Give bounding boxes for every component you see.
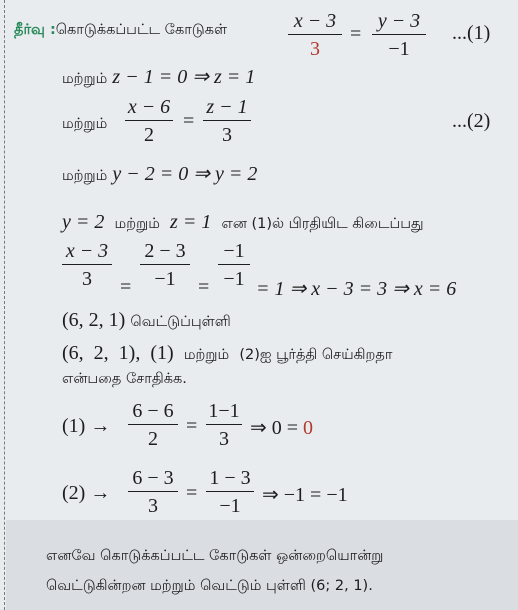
- line7-text: வெட்டுப்புள்ளி: [130, 314, 231, 330]
- line5-text: என (1)ல் பிரதியிட கிடைப்பது: [221, 216, 424, 232]
- line-4: [62, 161, 257, 186]
- line10-result-red: 0: [303, 417, 314, 439]
- line5-math-a: y = 2: [62, 211, 105, 233]
- equals-sign: =: [186, 415, 198, 437]
- fraction-numerator: 6 − 3: [132, 467, 174, 489]
- equals-sign: =: [183, 110, 195, 132]
- fraction-denominator: 2: [144, 124, 154, 146]
- fraction-bar: [125, 120, 173, 121]
- line11-fraction-2: [206, 467, 254, 517]
- fraction-bar: [206, 424, 242, 425]
- equals-sign: =: [350, 23, 362, 45]
- fraction-bar: [128, 424, 178, 425]
- equals-sign: =: [186, 482, 198, 504]
- line9-text: என்பதை சோதிக்க.: [62, 371, 187, 387]
- line10-prefix: (1) →: [62, 415, 111, 437]
- line6-fraction-1: [62, 240, 112, 290]
- fraction-denominator: −1: [223, 268, 245, 290]
- and-word: மற்றும்: [62, 71, 108, 87]
- line6-fraction-2: [140, 240, 190, 290]
- and-word: மற்றும்: [183, 347, 230, 363]
- fraction-bar: [62, 264, 112, 265]
- line8-math: (6, 2, 1), (1): [62, 342, 174, 364]
- fraction-bar: [218, 264, 250, 265]
- conclusion-line-2: வெட்டுகின்றன மற்றும் வெட்டும் புள்ளி (6; 2, 1).: [46, 578, 373, 594]
- line-7: [62, 309, 231, 332]
- page-margin-dashed-line: [4, 0, 5, 610]
- line8-text: (2)ஐ பூர்த்தி செய்கிறதா: [239, 347, 393, 363]
- equals-sign: =: [120, 276, 132, 298]
- fraction-denominator: 3: [82, 268, 92, 290]
- line5-math-b: z = 1: [170, 211, 212, 233]
- fraction-denominator: −1: [388, 38, 410, 60]
- and-word: மற்றும்: [62, 168, 108, 184]
- line2-math: z − 1 = 0 ⇒ z = 1: [112, 66, 256, 88]
- conclusion-line-1: எனவே கொடுக்கப்பட்ட கோடுகள் ஒன்றையொன்று: [46, 548, 384, 564]
- line3-fraction-1: [125, 96, 173, 146]
- line10-fraction-2: [206, 400, 242, 450]
- line-1: [14, 22, 227, 40]
- line10-result: [250, 415, 313, 440]
- line-5: [62, 211, 424, 234]
- equals-sign: =: [198, 276, 210, 298]
- fraction-bar: [372, 34, 426, 35]
- fraction-bar: [288, 34, 342, 35]
- fraction-denominator: 3: [310, 38, 320, 60]
- fraction-denominator: 3: [219, 428, 229, 450]
- fraction-bar: [140, 264, 190, 265]
- line11-prefix: (2) →: [62, 482, 111, 504]
- fraction-bar: [203, 120, 251, 121]
- line-2: [62, 64, 255, 89]
- fraction-denominator: 2: [148, 428, 158, 450]
- line-8: [62, 342, 392, 365]
- line10-result-text: ⇒ 0 =: [250, 417, 299, 439]
- fraction-numerator: 1 − 3: [209, 467, 251, 489]
- equation-ref-1: ...(1): [452, 22, 491, 44]
- line4-math: y − 2 = 0 ⇒ y = 2: [112, 163, 258, 185]
- fraction-bar: [206, 491, 254, 492]
- fraction-denominator: −1: [154, 268, 176, 290]
- equation-ref-2: ...(2): [452, 110, 491, 132]
- line3-word: மற்றும்: [62, 116, 108, 132]
- fraction-numerator: x − 3: [65, 240, 109, 262]
- line11-result: ⇒ −1 = −1: [262, 484, 348, 506]
- fraction-numerator: 6 − 6: [132, 400, 174, 422]
- fraction-numerator: 1−1: [208, 400, 240, 422]
- line1-fraction-2: [372, 10, 426, 60]
- line7-point: (6, 2, 1): [62, 309, 126, 331]
- line10-fraction-1: [128, 400, 178, 450]
- fraction-numerator: 2 − 3: [144, 240, 186, 262]
- fraction-denominator: 3: [222, 124, 232, 146]
- fraction-numerator: y − 3: [377, 10, 421, 32]
- fraction-numerator: −1: [223, 240, 245, 262]
- fraction-bar: [128, 491, 178, 492]
- solution-label: தீர்வு :: [14, 22, 56, 38]
- fraction-numerator: x − 6: [127, 96, 171, 118]
- fraction-numerator: x − 3: [293, 10, 337, 32]
- line11-fraction-1: [128, 467, 178, 517]
- line3-fraction-2: [203, 96, 251, 146]
- line1-text: கொடுக்கப்பட்ட கோடுகள்: [55, 22, 228, 38]
- line6-fraction-3: [218, 240, 250, 290]
- line1-fraction-1: [288, 10, 342, 60]
- fraction-denominator: 3: [148, 495, 158, 517]
- fraction-denominator: −1: [219, 495, 241, 517]
- and-word: மற்றும்: [114, 216, 160, 232]
- line6-result: = 1 ⇒ x − 3 = 3 ⇒ x = 6: [256, 278, 457, 300]
- fraction-numerator: z − 1: [206, 96, 248, 118]
